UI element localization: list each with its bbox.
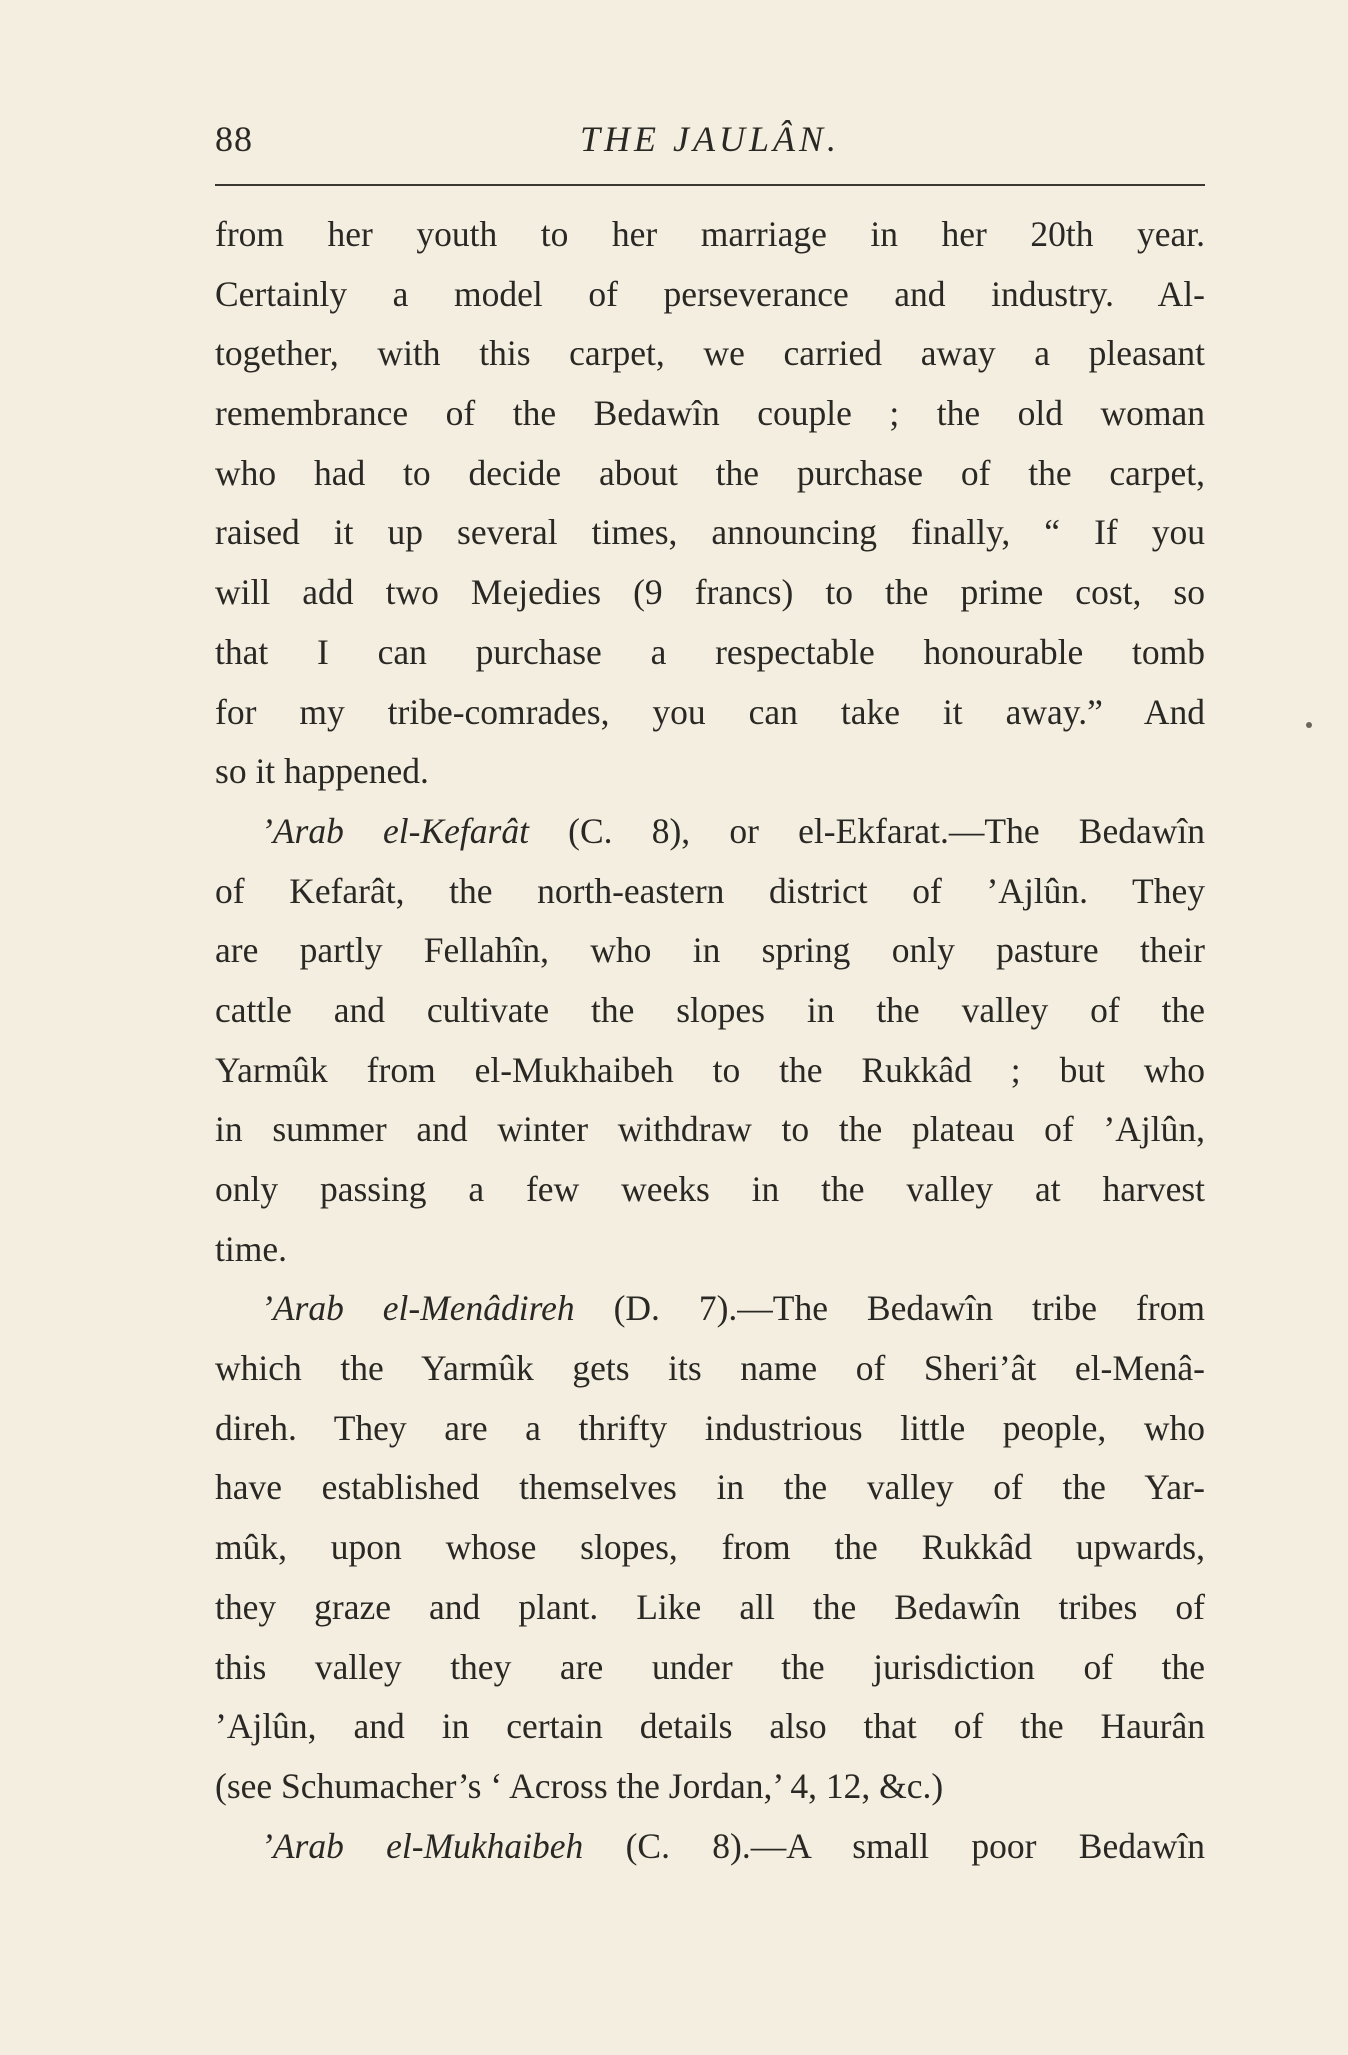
text-line: have established themselves in the valley of the Yar- (215, 1467, 1205, 1508)
tribe-name: ’Arab el-Kefarât (261, 810, 529, 851)
tribe-name: ’Arab el-Menâdireh (261, 1288, 575, 1329)
entry-heading-line: ’Arab el-Mukhaibeh (C. 8).—A small poor Bedawîn (261, 1825, 1205, 1866)
text-line: together, with this carpet, we carried away a pleasant (215, 333, 1205, 374)
text-line: from her youth to her marriage in her 20th year. (215, 214, 1205, 254)
body-text (215, 205, 1205, 1876)
running-title: THE JAULÂN. (580, 119, 840, 159)
text-line: are partly Fellahîn, who in spring only pasture their (215, 930, 1205, 971)
header-rule (215, 184, 1205, 186)
text-line: ’Ajlûn, and in certain details also that of the Haurân (215, 1706, 1205, 1747)
text-line: so it happened. (215, 751, 429, 792)
tribe-name: ’Arab el-Mukhaibeh (261, 1825, 584, 1866)
text-line: who had to decide about the purchase of the carpet, (215, 452, 1205, 493)
text-line: Certainly a model of perseverance and industry. Al- (215, 273, 1205, 314)
page-header (215, 112, 1205, 172)
text-line: in summer and winter withdraw to the plateau of ’Ajlûn, (215, 1109, 1205, 1150)
entry-heading-line: ’Arab el-Kefarât (C. 8), or el-Ekfarat.—The Bedawîn (261, 810, 1205, 851)
entry-heading-line: ’Arab el-Menâdireh (D. 7).—The Bedawîn tribe from (261, 1288, 1205, 1329)
text-line: mûk, upon whose slopes, from the Rukkâd upwards, (215, 1527, 1205, 1568)
text-line: remembrance of the Bedawîn couple ; the old woman (215, 393, 1205, 434)
ink-speck (1306, 722, 1312, 728)
text-line: of Kefarât, the north-eastern district of ’Ajlûn. They (215, 870, 1205, 911)
text-line: for my tribe-comrades, you can take it away.” And (215, 691, 1205, 732)
page-number: 88 (215, 119, 253, 159)
text-line: cattle and cultivate the slopes in the valley of the (215, 989, 1205, 1030)
text-line: Yarmûk from el-Mukhaibeh to the Rukkâd ; but who (215, 1049, 1205, 1090)
text-line: direh. They are a thrifty industrious little people, who (215, 1407, 1205, 1448)
text-line: raised it up several times, announcing finally, “ If you (215, 512, 1205, 553)
text-line: (see Schumacher’s ‘ Across the Jordan,’ 4, 12, &c.) (215, 1765, 944, 1806)
text-line: only passing a few weeks in the valley at harvest (215, 1169, 1205, 1209)
text-line: which the Yarmûk gets its name of Sheri’ât el-Menâ- (215, 1348, 1205, 1389)
text-line: they graze and plant. Like all the Bedawîn tribes of (215, 1586, 1205, 1627)
text-line: that I can purchase a respectable honourable tomb (215, 631, 1205, 672)
text-line: will add two Mejedies (9 francs) to the prime cost, so (215, 572, 1205, 613)
text-line: time. (215, 1228, 287, 1269)
text-line: this valley they are under the jurisdiction of the (215, 1646, 1205, 1687)
